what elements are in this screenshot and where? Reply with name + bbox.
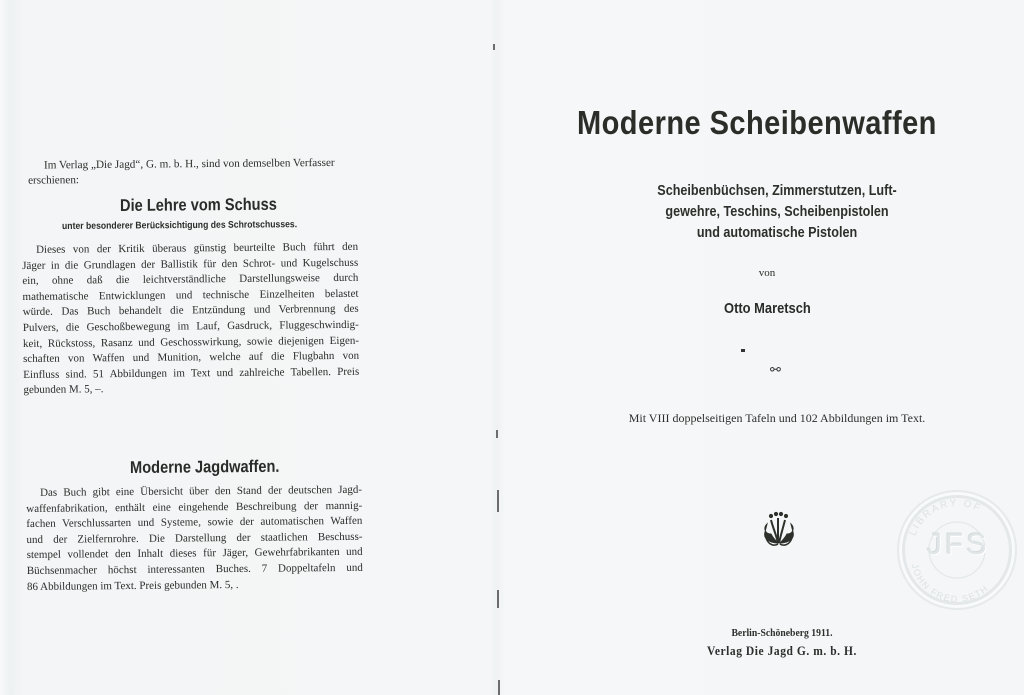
text-line: waffenfabrikation, enthält eine eingehende Beschreibung der mannig- [26, 499, 363, 515]
text-line: Büchsenmacher höchst interessanten Buches. 7 Doppeltafeln und [26, 561, 363, 577]
left-page [0, 0, 495, 695]
text-line: Das Buch gibt eine Übersicht über den Stand der deutschen Jagd- [40, 483, 363, 499]
subtitle-line: gewehre, Teschins, Scheibenpistolen [665, 203, 889, 220]
text-line: keit, Rückstoss, Rasanz und Geschosswirkung, sowie diejenigen Eigen- [22, 334, 360, 350]
book1-subtitle: unter besonderer Berücksichtigung des Schrotschusses. [61, 219, 298, 232]
text-line: Einfluss sind. 51 Abbildungen im Text und zahlreiche Tabellen. Preis [23, 365, 360, 381]
library-emboss-stamp [897, 490, 1017, 610]
subtitle-line: und automatische Pistolen [696, 224, 858, 241]
text-line: Jäger in die Grundlagen der Ballistik für den Schrot- und Kugelschuss [22, 256, 359, 272]
stamp-top-text: LIBRARY OF [907, 497, 984, 538]
book2-title: Moderne Jagdwaffen. [129, 456, 280, 477]
stamp-bottom-text: JOHN FRED SETH [909, 562, 991, 605]
main-title: Moderne Scheibenwaffen [577, 104, 937, 141]
imprint-publisher: Verlag Die Jagd G. m. b. H. [707, 644, 857, 658]
subtitle-block [597, 180, 957, 243]
text-line: gebunden M. 5, –. [23, 383, 104, 397]
text-line: und der Zielfernrohre. Die Darstellung der staatlichen Beschuss- [26, 530, 363, 546]
small-ornament-icon: ⚯ [770, 362, 781, 377]
book1-description [22, 240, 359, 399]
title-page [497, 0, 1024, 695]
text-line: fachen Verschlussarten und Systeme, sowie der automatischen Waffen [26, 514, 363, 531]
publisher-note-line: Im Verlag „Die Jagd“, G. m. b. H., sind von demselben Verfasser [43, 156, 335, 172]
author-name-text: Otto Maretsch [723, 300, 811, 317]
book2-description [26, 483, 363, 595]
text-line: 86 Abbildungen im Text. Preis gebunden M. 5, . [26, 578, 239, 593]
stamp-initials: JFS [927, 528, 990, 561]
author-name [687, 300, 847, 317]
publisher-note-line: erschienen: [28, 174, 80, 187]
floral-vignette-icon [759, 510, 799, 550]
text-line: ein, ohne daß die leichtverständliche Darstellungsweise durch [22, 271, 359, 288]
publisher-note [28, 156, 374, 189]
text-line: Dieses von der Kritik überaus günstig beurteilte Buch führt den [36, 240, 359, 256]
text-line: schaften von Waffen und Munition, welche auf die Flugbahn von [23, 349, 360, 366]
book1-title: Die Lehre vom Schuss [119, 194, 277, 215]
subtitle-line: Scheibenbüchsen, Zimmerstutzen, Luft- [657, 182, 897, 199]
imprint [677, 624, 887, 660]
text-line: Pulvers, die Geschoßbewegung im Lauf, Gasdruck, Fluggeschwindig- [22, 318, 359, 334]
plates-note: Mit VIII doppelseitigen Tafeln und 102 Abbildungen im Text. [628, 411, 926, 425]
imprint-place-year: Berlin-Schöneberg 1911. [731, 627, 833, 639]
text-line: stempel vollendet den Inhalt dieses für Jäger, Gewehrfabrikanten und [26, 546, 363, 562]
printer-dot [741, 349, 745, 352]
text-line: würde. Das Buch behandelt die Entzündung und Verbrennung des [22, 303, 359, 319]
by-label: von [758, 267, 776, 279]
text-line: mathematische Entwicklungen und technische Einzelheiten belastet [22, 287, 359, 303]
